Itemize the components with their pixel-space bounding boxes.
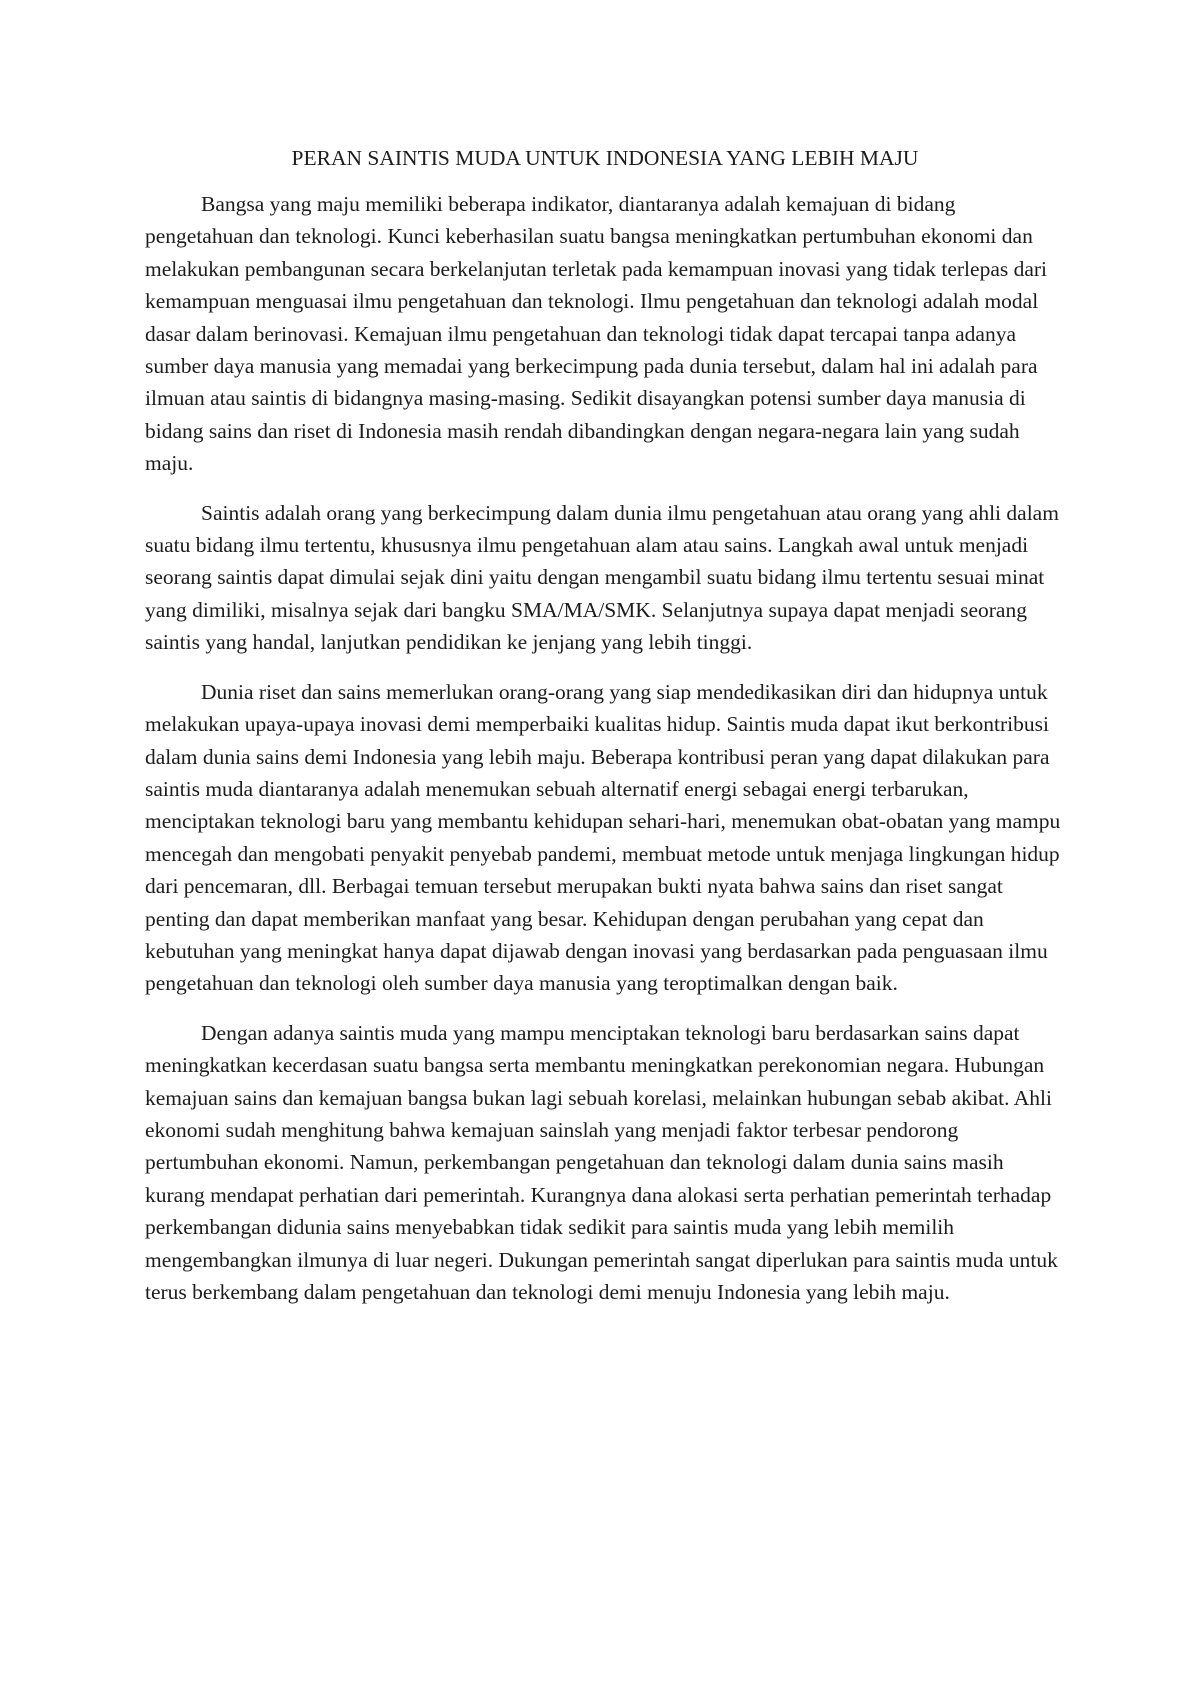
paragraph-3: Dunia riset dan sains memerlukan orang-orang yang siap mendedikasikan diri dan hidupnya untuk melakukan upaya-upaya inovasi demi memperbaiki kualitas hidup. Saintis muda dapat ikut berkontribusi dalam dunia sains demi Indonesia yang lebih maju. Beberapa kontribusi peran yang dapat dilakukan para saintis muda diantaranya adalah menemukan sebuah alternatif energi sebagai energi terbarukan, menciptakan teknologi baru yang membantu kehidupan sehari-hari, menemukan obat-obatan yang mampu mencegah dan mengobati penyakit penyebab pandemi, membuat metode untuk menjaga lingkungan hidup dari pencemaran, dll. Berbagai temuan tersebut merupakan bukti nyata bahwa sains dan riset sangat penting dan dapat memberikan manfaat yang besar. Kehidupan dengan perubahan yang cepat dan kebutuhan yang meningkat hanya dapat dijawab dengan inovasi yang berdasarkan pada penguasaan ilmu pengetahuan dan teknologi oleh sumber daya manusia yang teroptimalkan dengan baik. [145,679,1061,996]
paragraph-2: Saintis adalah orang yang berkecimpung dalam dunia ilmu pengetahuan atau orang yang ahli dalam suatu bidang ilmu tertentu, khususnya ilmu pengetahuan alam atau sains. Langkah awal untuk menjadi seorang saintis dapat dimulai sejak dini yaitu dengan mengambil suatu bidang ilmu tertentu sesuai minat yang dimiliki, misalnya sejak dari bangku SMA/MA/SMK. Selanjutnya supaya dapat menjadi seorang saintis yang handal, lanjutkan pendidikan ke jenjang yang lebih tinggi. [145,500,1059,655]
paragraph-1: Bangsa yang maju memiliki beberapa indikator, diantaranya adalah kemajuan di bidang pengetahuan dan teknologi. Kunci keberhasilan suatu bangsa meningkatkan pertumbuhan ekonomi dan melakukan pembangunan secara berkelanjutan terletak pada kemampuan inovasi yang tidak terlepas dari kemampuan menguasai ilmu pengetahuan dan teknologi. Ilmu pengetahuan dan teknologi adalah modal dasar dalam berinovasi. Kemajuan ilmu pengetahuan dan teknologi tidak dapat tercapai tanpa adanya sumber daya manusia yang memadai yang berkecimpung pada dunia tersebut, dalam hal ini adalah para ilmuan atau saintis di bidangnya masing-masing. Sedikit disayangkan potensi sumber daya manusia di bidang sains dan riset di Indonesia masih rendah dibandingkan dengan negara-negara lain yang sudah maju. [145,192,1048,476]
paragraph-4: Dengan adanya saintis muda yang mampu menciptakan teknologi baru berdasarkan sains dapat meningkatkan kecerdasan suatu bangsa serta membantu meningkatkan perekonomian negara. Hubungan kemajuan sains dan kemajuan bangsa bukan lagi sebuah korelasi, melainkan hubungan sebab akibat. Ahli ekonomi sudah menghitung bahwa kemajuan sainslah yang menjadi faktor terbesar pendorong pertumbuhan ekonomi. Namun, perkembangan pengetahuan dan teknologi dalam dunia sains masih kurang mendapat perhatian dari pemerintah. Kurangnya dana alokasi serta perhatian pemerintah terhadap perkembangan didunia sains menyebabkan tidak sedikit para saintis muda yang lebih memilih mengembangkan ilmunya di luar negeri. Dukungan pemerintah sangat diperlukan para saintis muda untuk terus berkembang dalam pengetahuan dan teknologi demi menuju Indonesia yang lebih maju. [145,1020,1058,1304]
document-title: PERAN SAINTIS MUDA UNTUK INDONESIA YANG LEBIH MAJU [291,146,919,170]
document-page [145,142,1065,1325]
